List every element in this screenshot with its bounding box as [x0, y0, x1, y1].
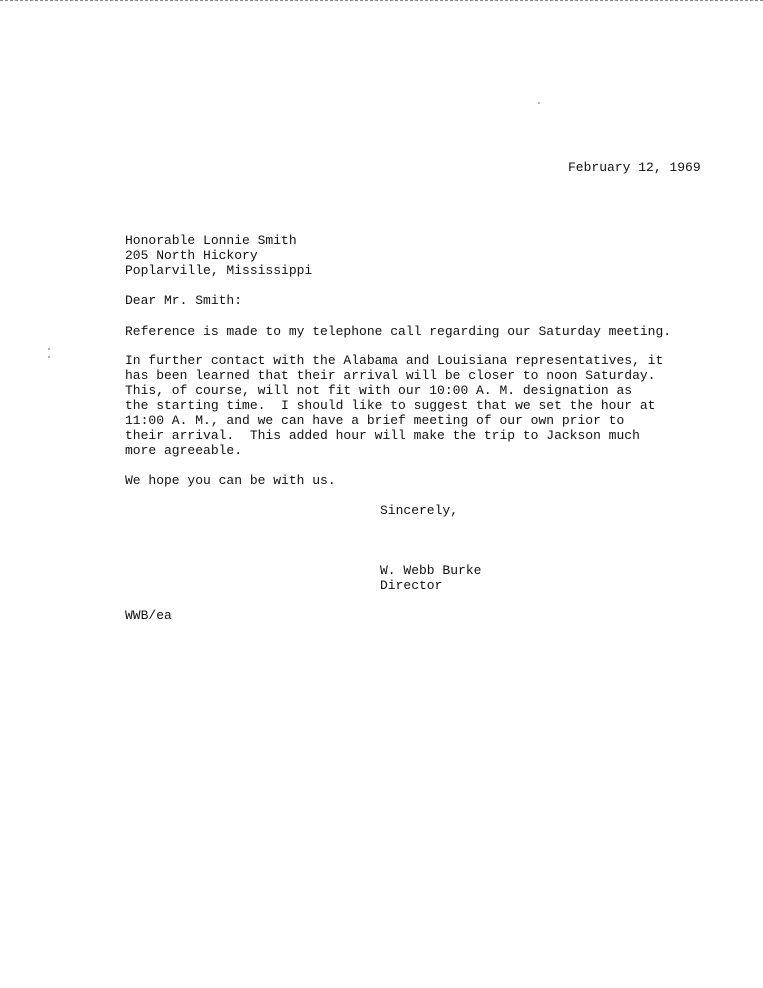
recipient-street: 205 North Hickory	[125, 248, 258, 263]
paragraph-2-line: more agreeable.	[125, 443, 243, 458]
paragraph-2-line: the starting time. I should like to suggest that we set the hour at	[125, 398, 656, 413]
letter-date: February 12, 1969	[568, 160, 701, 175]
recipient-city: Poplarville, Mississippi	[125, 263, 313, 278]
paragraph-2-line: In further contact with the Alabama and Louisiana representatives, it	[125, 353, 664, 368]
scan-speck	[48, 356, 50, 358]
salutation: Dear Mr. Smith:	[125, 293, 243, 308]
closing: Sincerely,	[380, 503, 459, 518]
paragraph-2-line: This, of course, will not fit with our 10:00 A. M. designation as	[125, 383, 633, 398]
page-top-border	[0, 0, 763, 1]
scan-speck	[538, 102, 540, 104]
paragraph-1: Reference is made to my telephone call regarding our Saturday meeting.	[125, 324, 672, 339]
signer-title: Director	[380, 578, 443, 593]
paragraph-2-line: has been learned that their arrival will be closer to noon Saturday.	[125, 368, 656, 383]
paragraph-2-line: their arrival. This added hour will make the trip to Jackson much	[125, 428, 640, 443]
recipient-name: Honorable Lonnie Smith	[125, 233, 297, 248]
signer-name: W. Webb Burke	[380, 563, 482, 578]
typist-initials: WWB/ea	[125, 608, 172, 623]
paragraph-2-line: 11:00 A. M., and we can have a brief meeting of our own prior to	[125, 413, 625, 428]
paragraph-3: We hope you can be with us.	[125, 473, 336, 488]
scan-speck	[48, 348, 50, 350]
